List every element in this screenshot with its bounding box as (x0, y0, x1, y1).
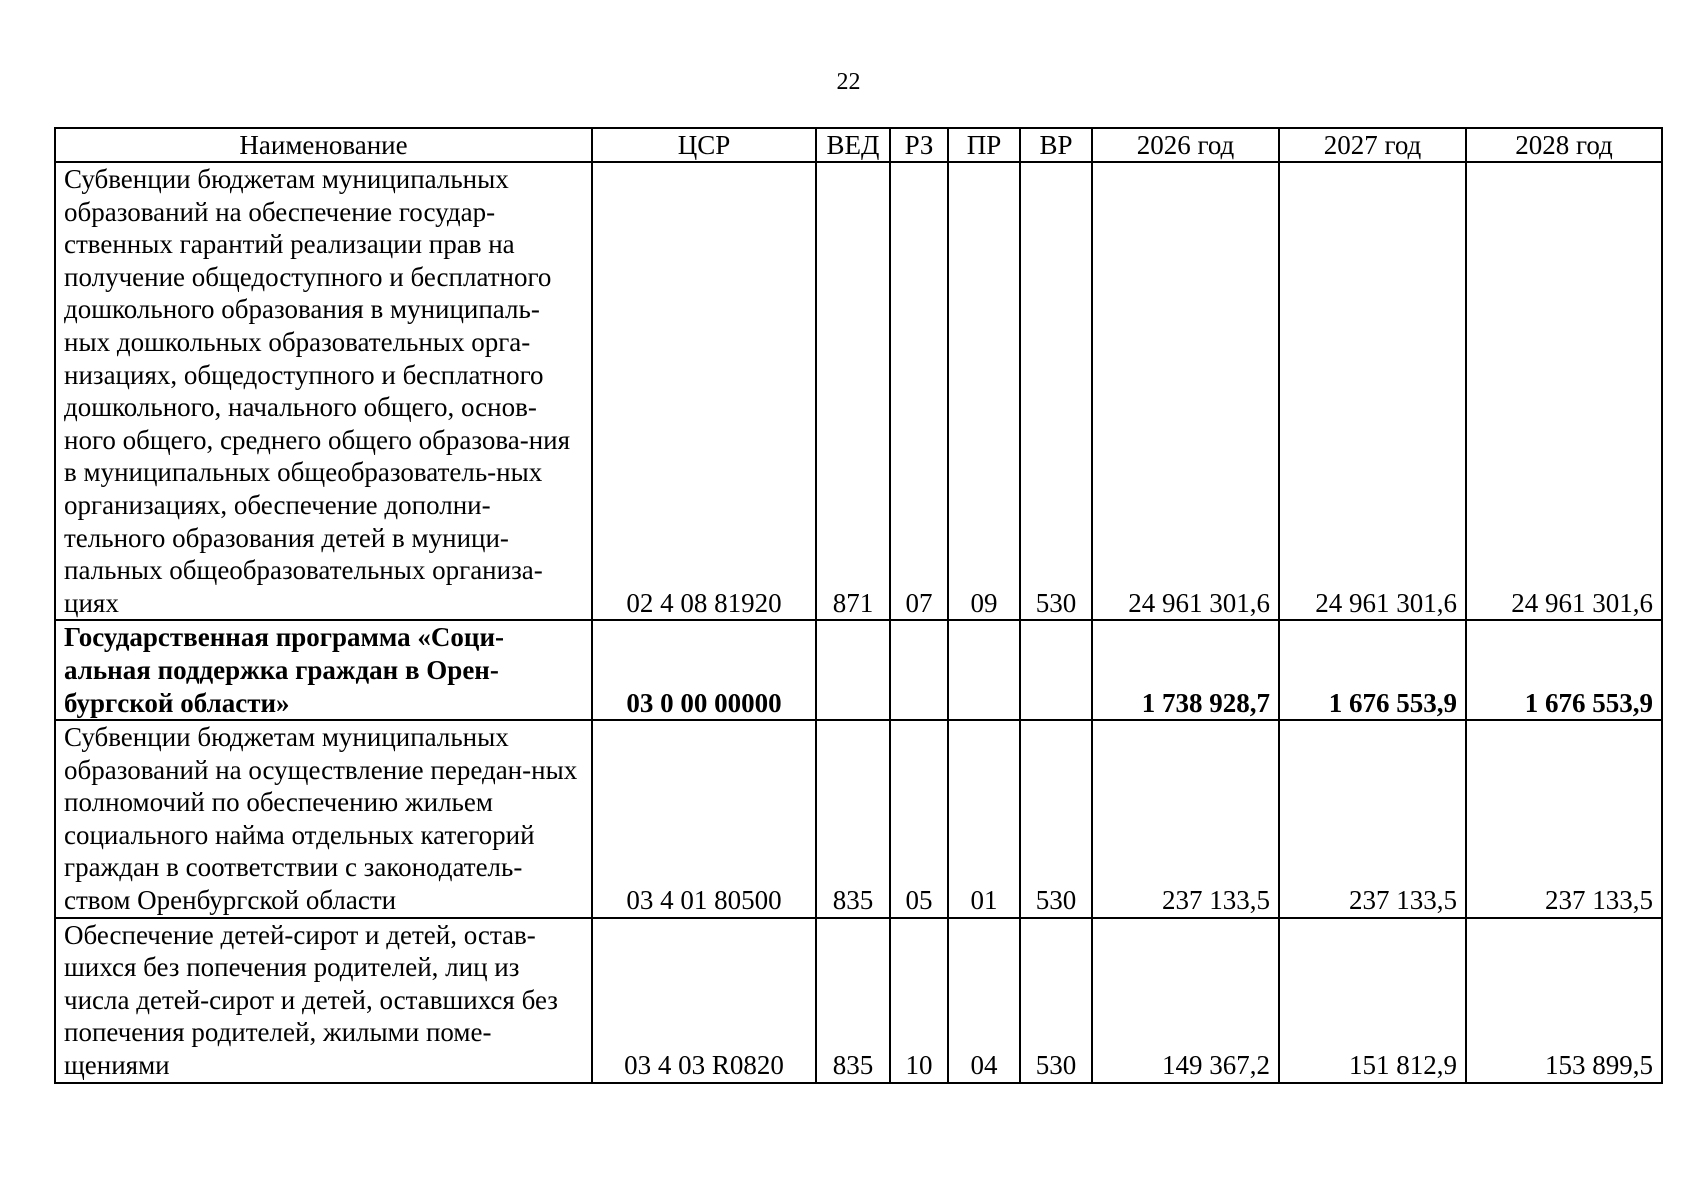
row-rz (890, 620, 948, 720)
row-name: Субвенции бюджетам муниципальных образований на осуществление передан-ных полномочий по обеспечению жильем социального найма отдельных категорий граждан в соответствии с законодатель-ством Оренбургской области (55, 720, 592, 918)
row-vr: 530 (1020, 720, 1092, 918)
header-name: Наименование (55, 128, 592, 162)
row-csr: 03 0 00 00000 (592, 620, 816, 720)
row-2028: 24 961 301,6 (1466, 162, 1662, 620)
row-ved: 871 (816, 162, 890, 620)
row-2027: 1 676 553,9 (1279, 620, 1466, 720)
row-2026: 237 133,5 (1092, 720, 1279, 918)
row-2028: 153 899,5 (1466, 918, 1662, 1083)
row-2026: 24 961 301,6 (1092, 162, 1279, 620)
row-2028: 1 676 553,9 (1466, 620, 1662, 720)
row-rz: 05 (890, 720, 948, 918)
header-csr: ЦСР (592, 128, 816, 162)
row-csr: 03 4 01 80500 (592, 720, 816, 918)
row-pr: 04 (948, 918, 1020, 1083)
table-header-row (55, 128, 1662, 162)
row-pr: 09 (948, 162, 1020, 620)
header-rz: РЗ (890, 128, 948, 162)
table-row (55, 720, 1662, 918)
header-ved: ВЕД (816, 128, 890, 162)
row-vr: 530 (1020, 918, 1092, 1083)
row-2027: 237 133,5 (1279, 720, 1466, 918)
row-rz: 10 (890, 918, 948, 1083)
row-ved: 835 (816, 918, 890, 1083)
row-csr: 02 4 08 81920 (592, 162, 816, 620)
header-2028: 2028 год (1466, 128, 1662, 162)
row-ved (816, 620, 890, 720)
header-2026: 2026 год (1092, 128, 1279, 162)
row-vr (1020, 620, 1092, 720)
header-2027: 2027 год (1279, 128, 1466, 162)
header-pr: ПР (948, 128, 1020, 162)
row-pr: 01 (948, 720, 1020, 918)
row-csr: 03 4 03 R0820 (592, 918, 816, 1083)
header-vr: ВР (1020, 128, 1092, 162)
row-name: Обеспечение детей-сирот и детей, остав-шихся без попечения родителей, лиц из числа детей-сирот и детей, оставшихся без попечения родителей, жилыми поме-щениями (55, 918, 592, 1083)
row-2027: 151 812,9 (1279, 918, 1466, 1083)
budget-table (54, 127, 1663, 1084)
row-2026: 149 367,2 (1092, 918, 1279, 1083)
row-vr: 530 (1020, 162, 1092, 620)
table-row (55, 162, 1662, 620)
row-name: Субвенции бюджетам муниципальных образований на обеспечение государ-ственных гарантий реализации прав на получение общедоступного и бесплатного дошкольного образования в муниципаль-ных дошкольных образовательных орга-низациях, общедоступного и бесплатного дошкольного, начального общего, основ-ного общего, среднего общего образова-ния в муниципальных общеобразователь-ных организациях, обеспечение дополни-тельного образования детей в муници-пальных общеобразовательных организа-циях (55, 162, 592, 620)
table-row-program (55, 620, 1662, 720)
row-ved: 835 (816, 720, 890, 918)
page-number: 22 (836, 69, 861, 95)
row-2028: 237 133,5 (1466, 720, 1662, 918)
row-pr (948, 620, 1020, 720)
row-2027: 24 961 301,6 (1279, 162, 1466, 620)
row-2026: 1 738 928,7 (1092, 620, 1279, 720)
row-name: Государственная программа «Соци-альная поддержка граждан в Орен-бургской области» (55, 620, 592, 720)
row-rz: 07 (890, 162, 948, 620)
table-row (55, 918, 1662, 1083)
